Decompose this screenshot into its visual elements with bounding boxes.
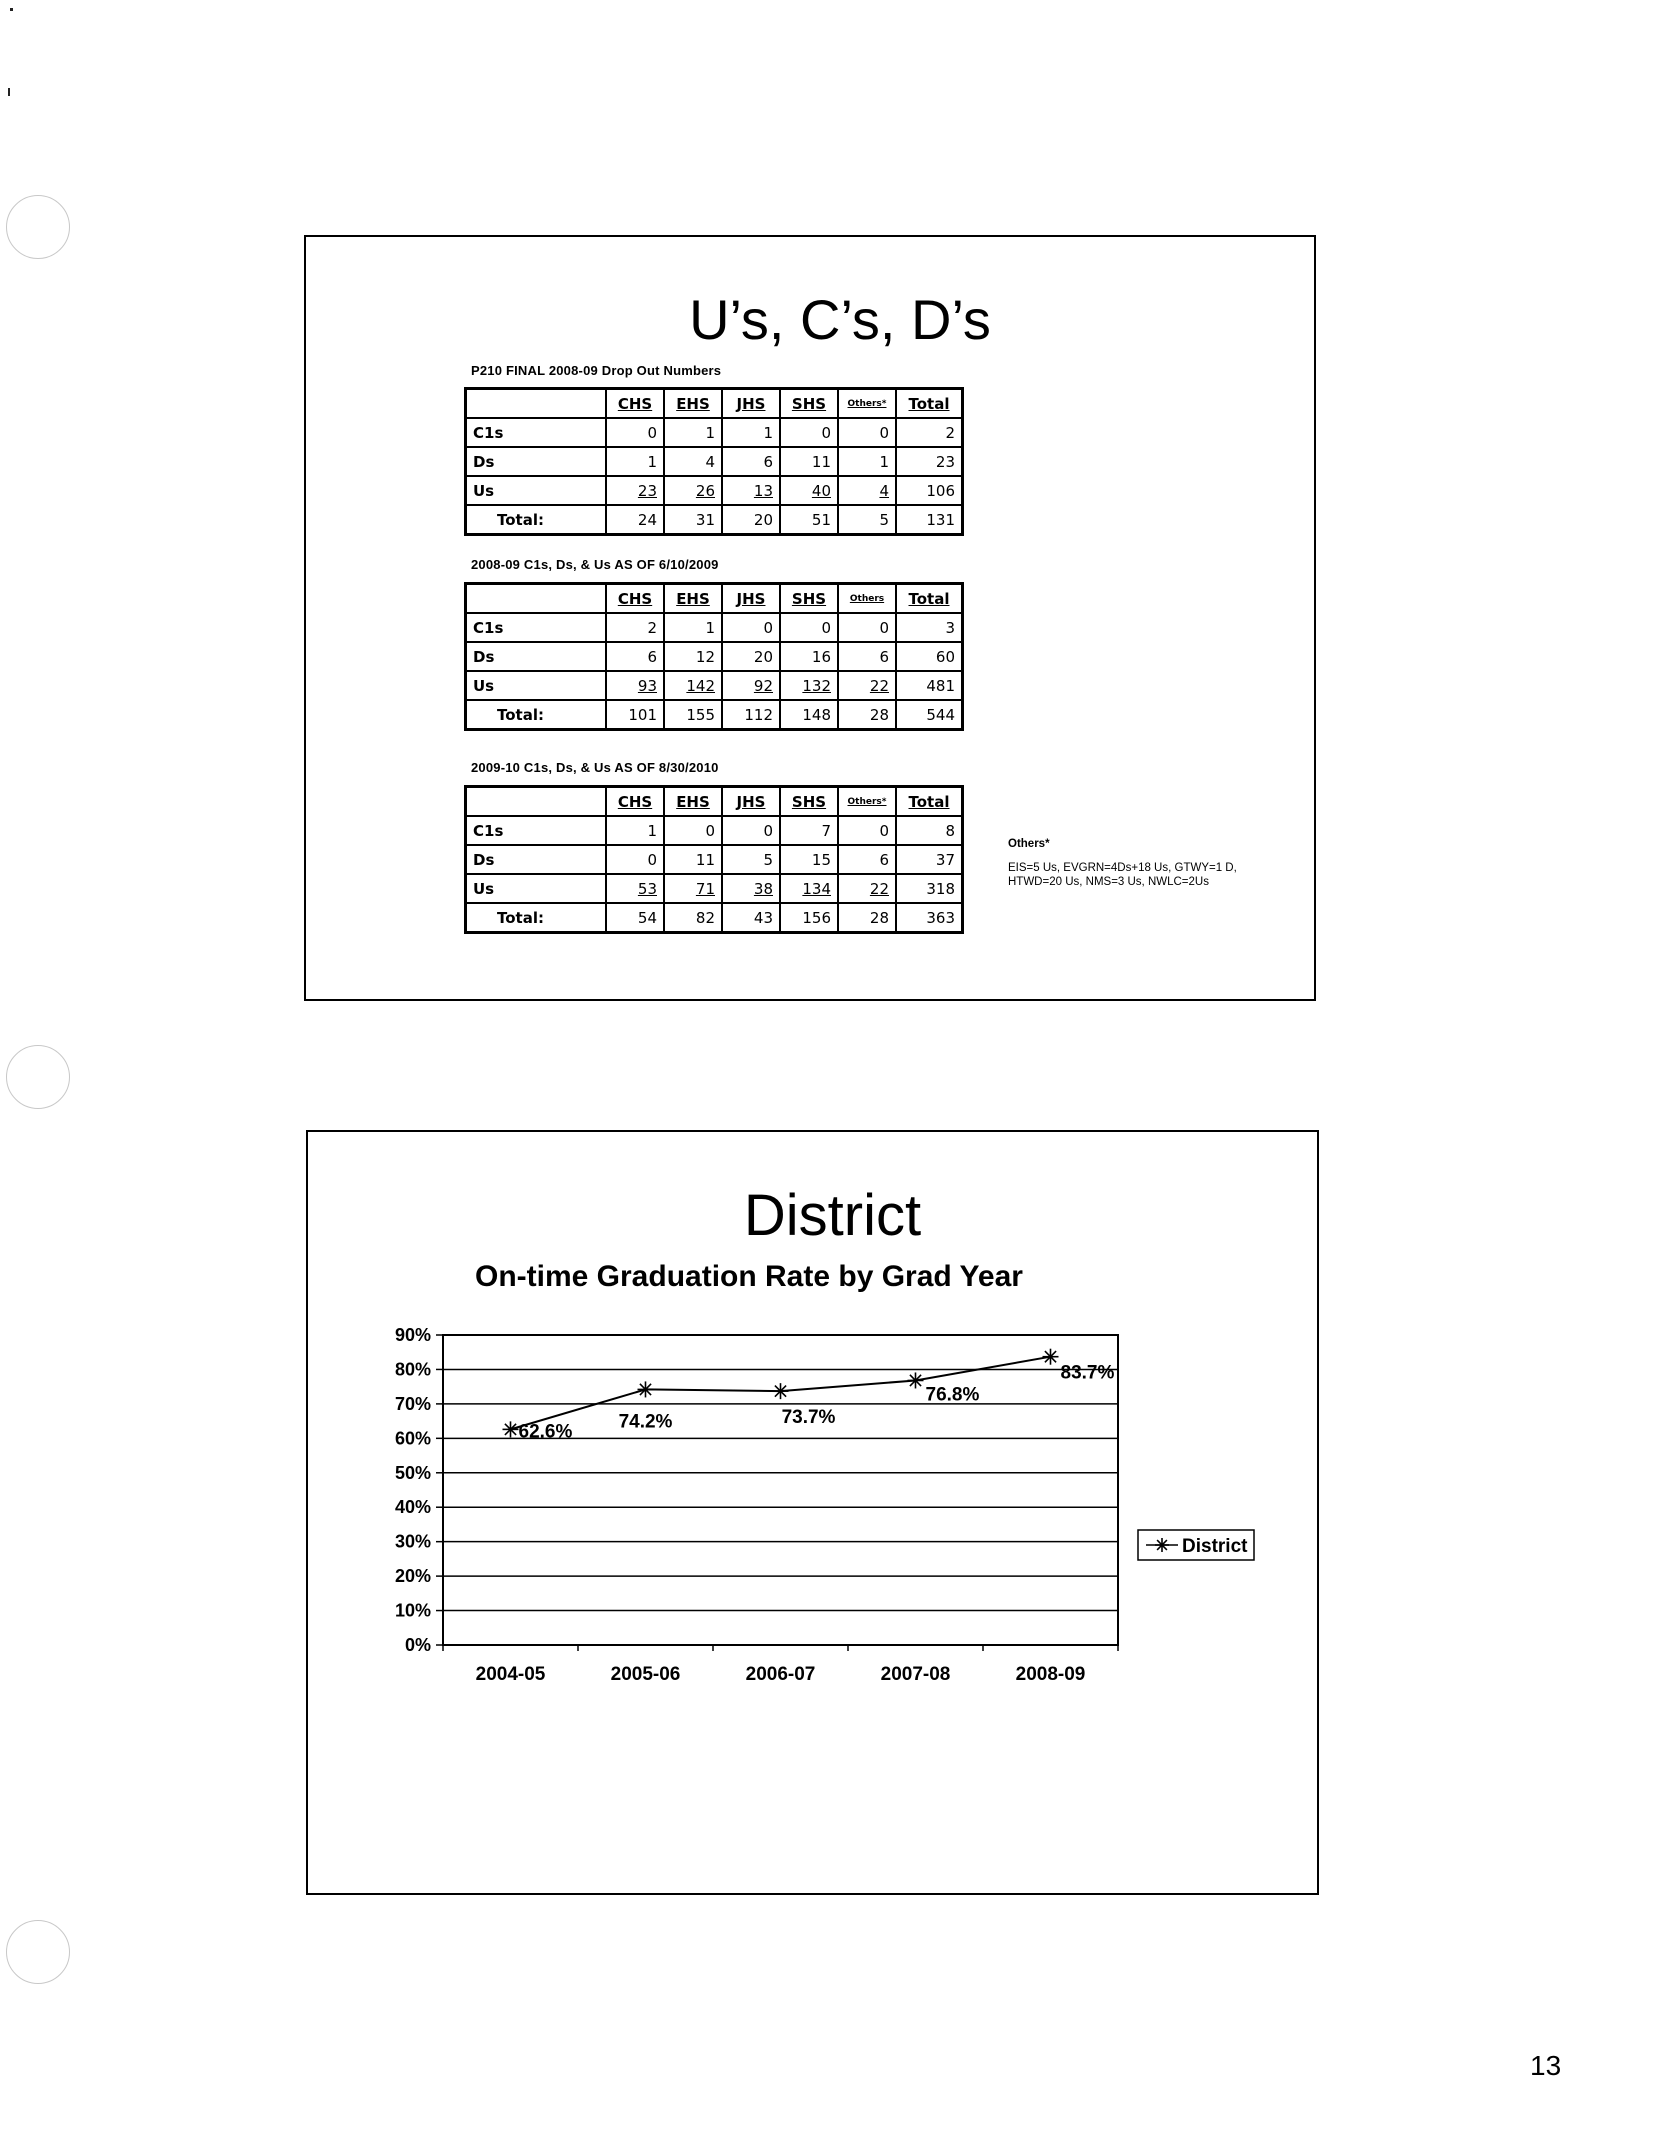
table-column-header: Others*	[838, 389, 896, 419]
table-cell: 54	[606, 903, 664, 933]
table-row	[466, 642, 963, 671]
table-cell: 22	[838, 671, 896, 700]
data-point-marker	[908, 1372, 924, 1388]
row-label: Total:	[466, 505, 607, 535]
table-header-row	[466, 787, 963, 817]
table-column-header: JHS	[722, 584, 780, 614]
table-column-header: Total	[896, 584, 963, 614]
row-label: C1s	[466, 613, 607, 642]
table-column-header: SHS	[780, 389, 838, 419]
table-cell: 28	[838, 700, 896, 730]
table-caption: 2008-09 C1s, Ds, & Us AS OF 6/10/2009	[471, 557, 719, 572]
row-label: C1s	[466, 816, 607, 845]
table-cell: 1	[606, 447, 664, 476]
table-column-header: SHS	[780, 584, 838, 614]
table-column-header: EHS	[664, 389, 722, 419]
y-tick-label: 0%	[404, 1635, 431, 1655]
others-footnote-text: EIS=5 Us, EVGRN=4Ds+18 Us, GTWY=1 D, HTWD=20 Us, NMS=3 Us, NWLC=2Us	[1008, 862, 1237, 888]
table-row	[466, 671, 963, 700]
table-column-header: JHS	[722, 787, 780, 817]
table-cell: 6	[606, 642, 664, 671]
table-column-header: JHS	[722, 389, 780, 419]
slide-graduation-rate	[306, 1130, 1319, 1895]
table-cell: 3	[896, 613, 963, 642]
x-tick-label: 2006-07	[745, 1664, 816, 1685]
table-cell: 5	[838, 505, 896, 535]
table-cell: 2	[896, 418, 963, 447]
table-column-header: Total	[896, 389, 963, 419]
row-label: Ds	[466, 642, 607, 671]
row-label: C1s	[466, 418, 607, 447]
table-cell: 318	[896, 874, 963, 903]
table-column-header: CHS	[606, 584, 664, 614]
table-cell: 101	[606, 700, 664, 730]
table-cell: 1	[838, 447, 896, 476]
data-label: 76.8%	[925, 1384, 980, 1406]
table-caption: 2009-10 C1s, Ds, & Us AS OF 8/30/2010	[471, 760, 719, 775]
table-cell: 20	[722, 505, 780, 535]
table-cell: 11	[664, 845, 722, 874]
dropout-table-2008-09	[464, 582, 964, 731]
table-cell: 8	[896, 816, 963, 845]
data-point-marker	[773, 1383, 789, 1399]
plot-area	[443, 1335, 1118, 1645]
table-cell: 1	[606, 816, 664, 845]
table-cell: 1	[664, 613, 722, 642]
table-cell: 82	[664, 903, 722, 933]
binder-hole	[6, 195, 70, 259]
slide-drop-out-tables	[304, 235, 1316, 1001]
table-cell: 0	[838, 418, 896, 447]
data-label: 74.2%	[618, 1411, 673, 1433]
graduation-rate-line-chart	[308, 1132, 1316, 1892]
table-cell: 93	[606, 671, 664, 700]
table-row	[466, 447, 963, 476]
row-label: Ds	[466, 845, 607, 874]
table-column-header: Others*	[838, 787, 896, 817]
table-cell: 71	[664, 874, 722, 903]
row-label: Us	[466, 476, 607, 505]
table-cell: 92	[722, 671, 780, 700]
scan-speck	[8, 88, 10, 96]
table-cell: 5	[722, 845, 780, 874]
y-tick-label: 80%	[394, 1359, 431, 1380]
row-label: Ds	[466, 447, 607, 476]
y-tick-label: 70%	[394, 1393, 431, 1414]
x-tick-label: 2007-08	[880, 1664, 951, 1685]
table-cell: 0	[606, 845, 664, 874]
table-column-header: CHS	[606, 389, 664, 419]
table-header-blank	[466, 389, 607, 419]
table-row	[466, 700, 963, 730]
table-cell: 6	[838, 642, 896, 671]
y-tick-label: 10%	[394, 1600, 431, 1621]
table-row	[466, 874, 963, 903]
table-header-row	[466, 584, 963, 614]
data-point-marker	[503, 1421, 519, 1437]
table-cell: 20	[722, 642, 780, 671]
row-label: Us	[466, 874, 607, 903]
table-cell: 26	[664, 476, 722, 505]
table-row	[466, 816, 963, 845]
slide-title: U’s, C’s, D’s	[689, 288, 991, 351]
y-tick-label: 90%	[394, 1325, 431, 1345]
table-column-header: EHS	[664, 787, 722, 817]
table-cell: 6	[838, 845, 896, 874]
table-cell: 0	[838, 613, 896, 642]
y-tick-label: 30%	[394, 1531, 431, 1552]
table-cell: 28	[838, 903, 896, 933]
table-row	[466, 903, 963, 933]
table-row	[466, 613, 963, 642]
table-column-header: SHS	[780, 787, 838, 817]
table-cell: 37	[896, 845, 963, 874]
table-cell: 60	[896, 642, 963, 671]
table-cell: 23	[896, 447, 963, 476]
table-cell: 481	[896, 671, 963, 700]
table-cell: 12	[664, 642, 722, 671]
x-tick-label: 2005-06	[610, 1664, 681, 1685]
table-cell: 53	[606, 874, 664, 903]
data-label: 73.7%	[781, 1407, 836, 1429]
table-cell: 22	[838, 874, 896, 903]
table-cell: 132	[780, 671, 838, 700]
row-label: Us	[466, 671, 607, 700]
table-cell: 0	[722, 816, 780, 845]
table-caption: P210 FINAL 2008-09 Drop Out Numbers	[471, 363, 722, 378]
row-label: Total:	[466, 700, 607, 730]
table-cell: 156	[780, 903, 838, 933]
table-cell: 363	[896, 903, 963, 933]
table-header-blank	[466, 584, 607, 614]
table-cell: 544	[896, 700, 963, 730]
row-label: Total:	[466, 903, 607, 933]
table-cell: 15	[780, 845, 838, 874]
table-cell: 13	[722, 476, 780, 505]
table-row	[466, 418, 963, 447]
table-cell: 0	[722, 613, 780, 642]
table-cell: 0	[664, 816, 722, 845]
table-cell: 131	[896, 505, 963, 535]
scan-speck	[10, 8, 13, 11]
table-header-row	[466, 389, 963, 419]
table-cell: 142	[664, 671, 722, 700]
table-cell: 51	[780, 505, 838, 535]
table-cell: 43	[722, 903, 780, 933]
table-cell: 11	[780, 447, 838, 476]
data-label: 83.7%	[1060, 1362, 1115, 1384]
x-tick-label: 2008-09	[1015, 1664, 1086, 1685]
table-header-blank	[466, 787, 607, 817]
table-cell: 106	[896, 476, 963, 505]
table-cell: 23	[606, 476, 664, 505]
table-cell: 7	[780, 816, 838, 845]
table-row	[466, 476, 963, 505]
dropout-table-p210	[464, 387, 964, 536]
table-cell: 0	[780, 418, 838, 447]
slide-title: District	[743, 1183, 922, 1248]
table-cell: 40	[780, 476, 838, 505]
table-cell: 0	[780, 613, 838, 642]
data-label: 62.6%	[518, 1421, 573, 1443]
table-cell: 38	[722, 874, 780, 903]
table-row	[466, 505, 963, 535]
table-cell: 6	[722, 447, 780, 476]
table-column-header: EHS	[664, 584, 722, 614]
others-footnote-heading: Others*	[1008, 838, 1050, 850]
y-tick-label: 20%	[394, 1566, 431, 1587]
page-number: 13	[1530, 2050, 1562, 2081]
data-point-marker	[638, 1381, 654, 1397]
dropout-table-2009-10	[464, 785, 964, 934]
table-cell: 155	[664, 700, 722, 730]
table-row	[466, 845, 963, 874]
binder-hole	[6, 1920, 70, 1984]
table-cell: 4	[838, 476, 896, 505]
table-cell: 112	[722, 700, 780, 730]
table-cell: 4	[664, 447, 722, 476]
binder-hole	[6, 1045, 70, 1109]
slide-subtitle: On-time Graduation Rate by Grad Year	[475, 1260, 1023, 1293]
y-tick-label: 40%	[394, 1497, 431, 1518]
table-cell: 31	[664, 505, 722, 535]
table-cell: 0	[838, 816, 896, 845]
table-column-header: CHS	[606, 787, 664, 817]
table-cell: 1	[664, 418, 722, 447]
x-tick-label: 2004-05	[475, 1664, 546, 1685]
y-tick-label: 60%	[394, 1428, 431, 1449]
table-cell: 24	[606, 505, 664, 535]
table-cell: 148	[780, 700, 838, 730]
table-cell: 1	[722, 418, 780, 447]
table-cell: 134	[780, 874, 838, 903]
table-column-header: Others	[838, 584, 896, 614]
others-footnote	[1008, 837, 1278, 889]
y-tick-label: 50%	[394, 1462, 431, 1483]
table-cell: 2	[606, 613, 664, 642]
table-column-header: Total	[896, 787, 963, 817]
legend-label: District	[1182, 1536, 1248, 1557]
table-cell: 16	[780, 642, 838, 671]
table-cell: 0	[606, 418, 664, 447]
